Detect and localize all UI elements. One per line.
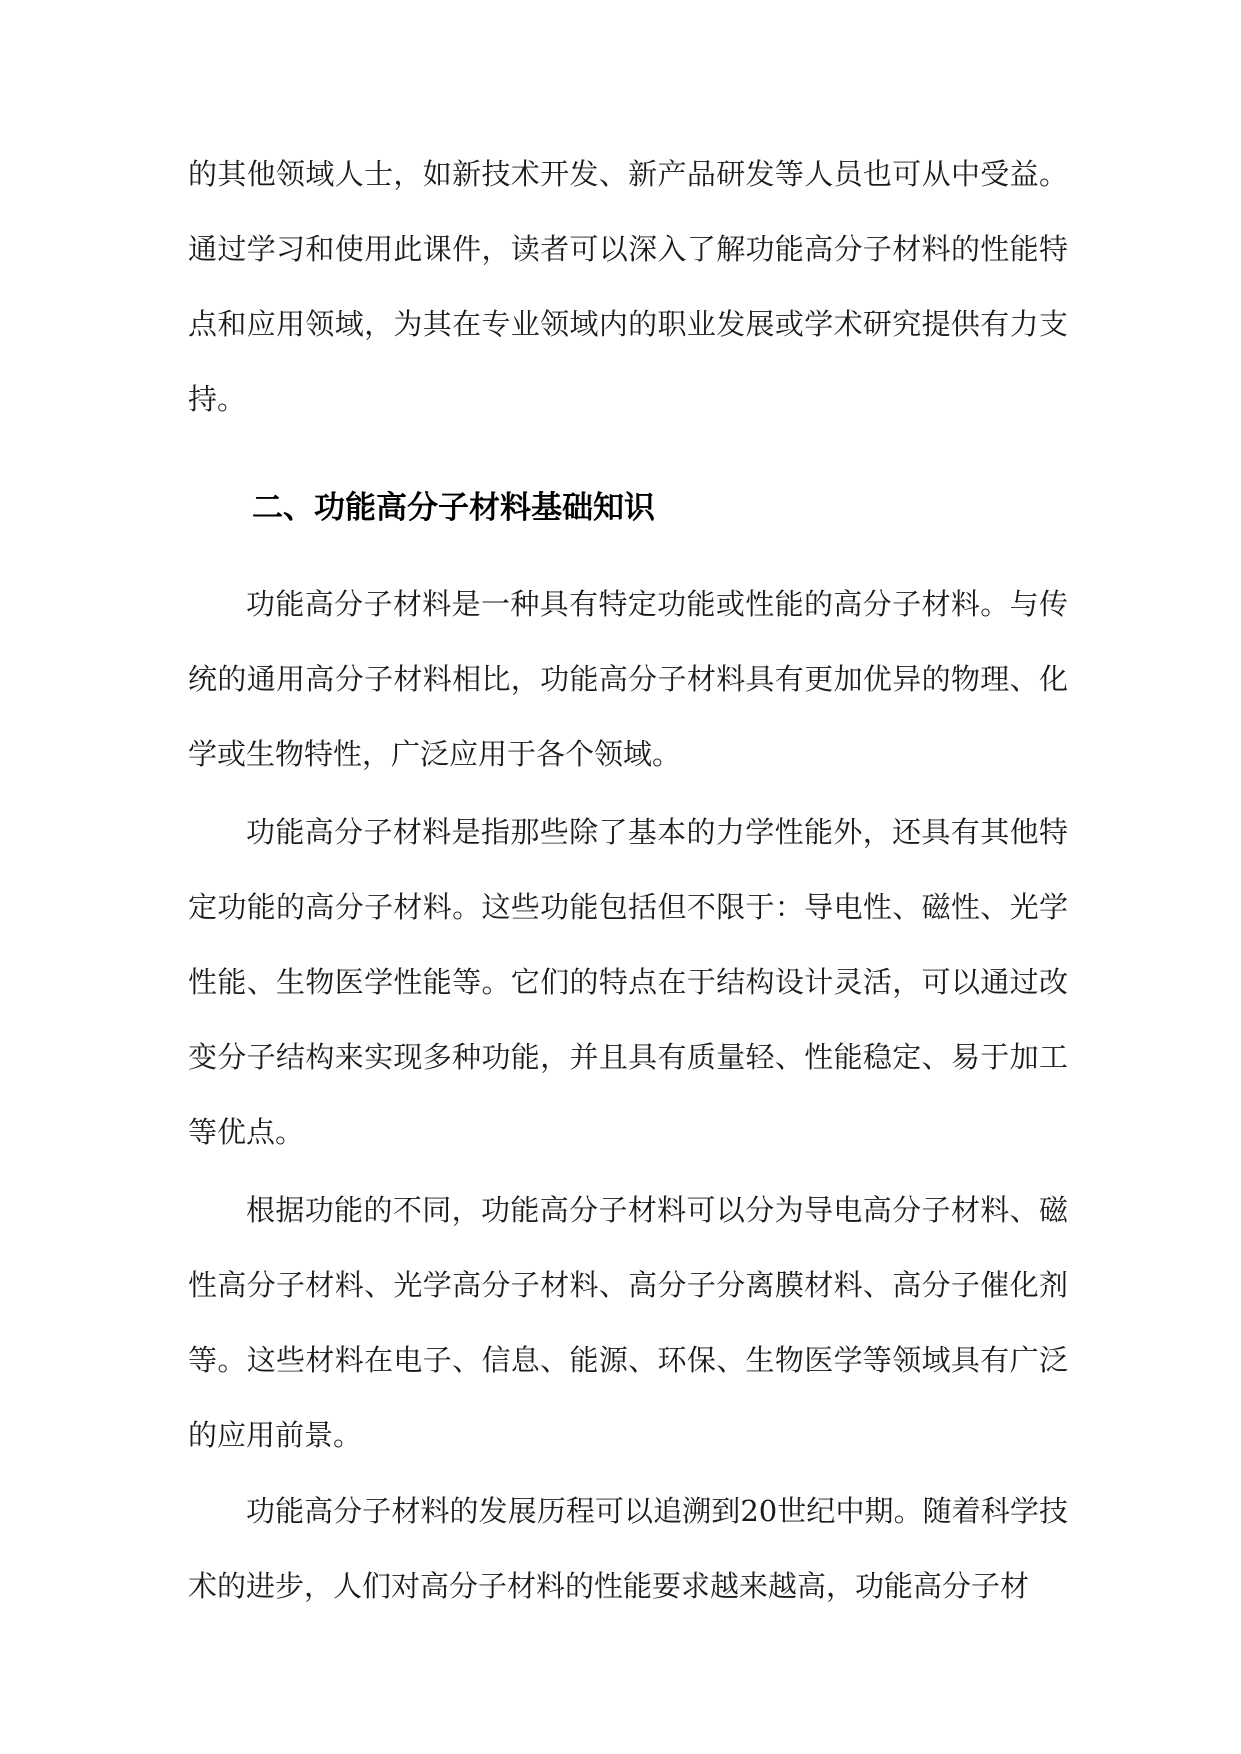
paragraph-definition: 功能高分子材料是一种具有特定功能或性能的高分子材料。与传统的通用高分子材料相比，功能高分子材料具有更加优异的物理、化学或生物特性，广泛应用于各个领域。 [188,587,1068,771]
paragraph-classification: 根据功能的不同，功能高分子材料可以分为导电高分子材料、磁性高分子材料、光学高分子材料、高分子分离膜材料、高分子催化剂等。这些材料在电子、信息、能源、环保、生物医学等领域具有广泛的应用前景。 [188,1193,1068,1452]
section-heading: 二、功能高分子材料基础知识 [252,490,655,526]
paragraph-features: 功能高分子材料是指那些除了基本的力学性能外，还具有其他特定功能的高分子材料。这些功能包括但不限于：导电性、磁性、光学性能、生物医学性能等。它们的特点在于结构设计灵活，可以通过改变分子结构来实现多种功能，并且具有质量轻、性能稳定、易于加工等优点。 [188,815,1068,1149]
paragraph-continuation: 的其他领域人士，如新技术开发、新产品研发等人员也可从中受益。通过学习和使用此课件，读者可以深入了解功能高分子材料的性能特点和应用领域，为其在专业领域内的职业发展或学术研究提供有力支持。 [188,157,1068,416]
paragraph-history: 功能高分子材料的发展历程可以追溯到20世纪中期。随着科学技术的进步，人们对高分子材料的性能要求越来越高，功能高分子材 [188,1494,1068,1603]
